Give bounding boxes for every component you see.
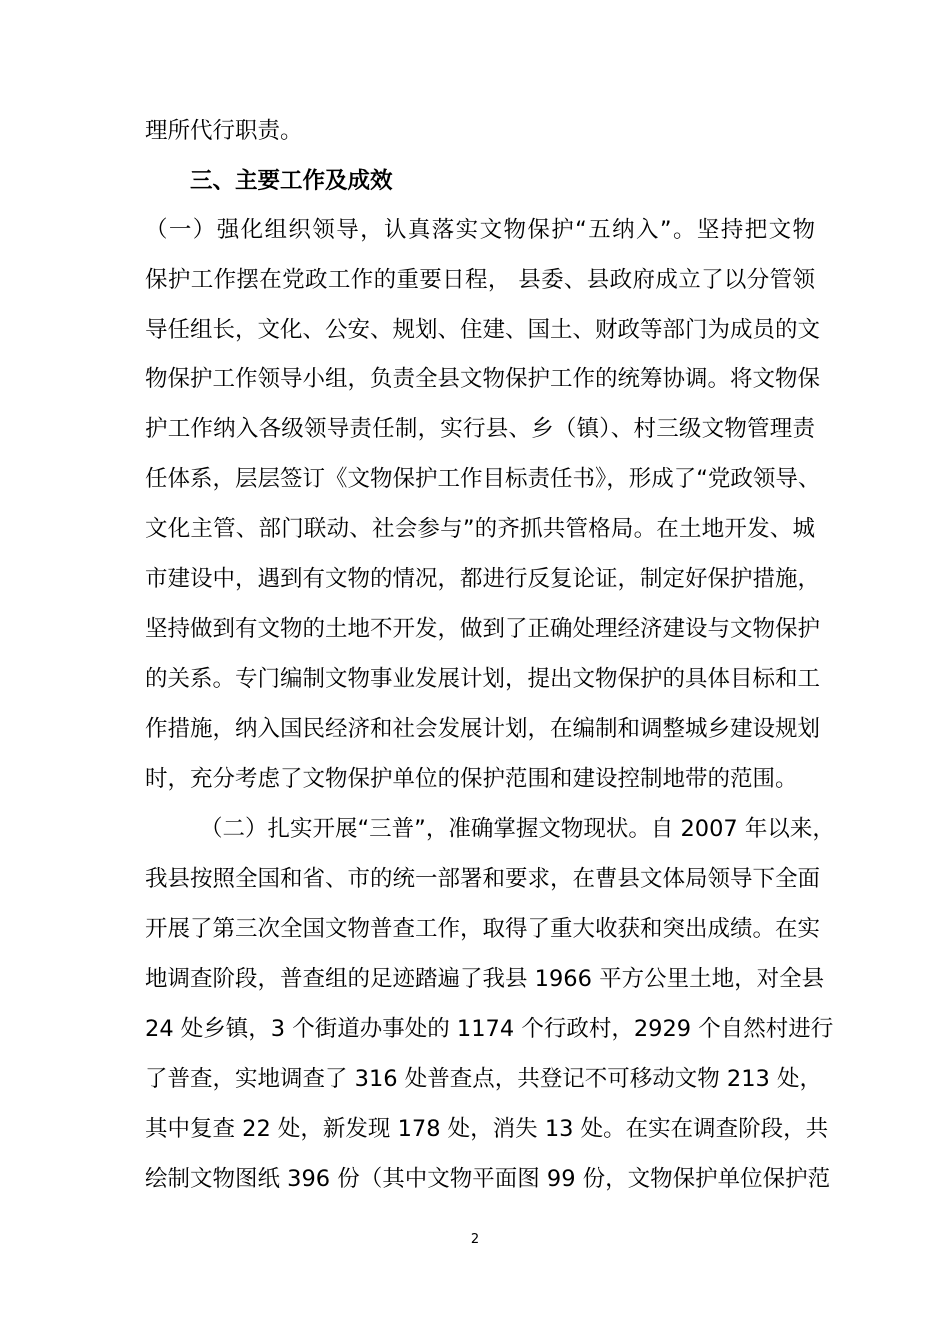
paragraph-line: 物保护工作领导小组，负责全县文物保护工作的统筹协调。将文物保 [145, 366, 821, 392]
paragraph-line-first: （二）扎实开展“三普”，准确掌握文物现状。自 2007 年以来， [200, 816, 835, 842]
paragraph-line: 护工作纳入各级领导责任制，实行县、乡（镇）、村三级文物管理责 [145, 416, 815, 442]
paragraph-line: 保护工作摆在党政工作的重要日程， 县委、县政府成立了以分管领 [145, 267, 815, 293]
paragraph-line: 坚持做到有文物的土地不开发，做到了正确处理经济建设与文物保护 [145, 616, 821, 642]
paragraph-line: 24 处乡镇，3 个街道办事处的 1174 个行政村，2929 个自然村进行 [145, 1016, 834, 1042]
paragraph-line: 的关系。专门编制文物事业发展计划，提出文物保护的具体目标和工 [145, 666, 821, 692]
paragraph-line-continuation: 理所代行职责。 [145, 118, 303, 144]
paragraph-line: 我县按照全国和省、市的统一部署和要求，在曹县文体局领导下全面 [145, 866, 821, 892]
paragraph-line: 其中复查 22 处，新发现 178 处，消失 13 处。在实在调查阶段，共 [145, 1116, 829, 1142]
paragraph-line: 作措施，纳入国民经济和社会发展计划，在编制和调整城乡建设规划 [145, 716, 821, 742]
paragraph-line: 导任组长，文化、公安、规划、住建、国土、财政等部门为成员的文 [145, 317, 821, 343]
paragraph-line: 任体系，层层签订《文物保护工作目标责任书》，形成了“党政领导、 [145, 466, 821, 492]
paragraph-line: 开展了第三次全国文物普查工作，取得了重大收获和突出成绩。在实 [145, 916, 821, 942]
paragraph-line: 绘制文物图纸 396 份（其中文物平面图 99 份，文物保护单位保护范 [145, 1166, 831, 1192]
paragraph-line: 了普查，实地调查了 316 处普查点，共登记不可移动文物 213 处， [145, 1066, 823, 1092]
page-number: 2 [470, 1232, 480, 1247]
paragraph-line: 地调查阶段，普查组的足迹踏遍了我县 1966 平方公里土地，对全县 [145, 966, 825, 992]
paragraph-line: 市建设中，遇到有文物的情况，都进行反复论证，制定好保护措施， [145, 566, 821, 592]
paragraph-line: （一）强化组织领导，认真落实文物保护“五纳入”。坚持把文物 [145, 217, 815, 243]
section-heading: 三、主要工作及成效 [190, 168, 393, 194]
paragraph-line-last: 时，充分考虑了文物保护单位的保护范围和建设控制地带的范围。 [145, 766, 798, 792]
paragraph-line: 文化主管、部门联动、社会参与”的齐抓共管格局。在土地开发、城 [145, 516, 815, 542]
